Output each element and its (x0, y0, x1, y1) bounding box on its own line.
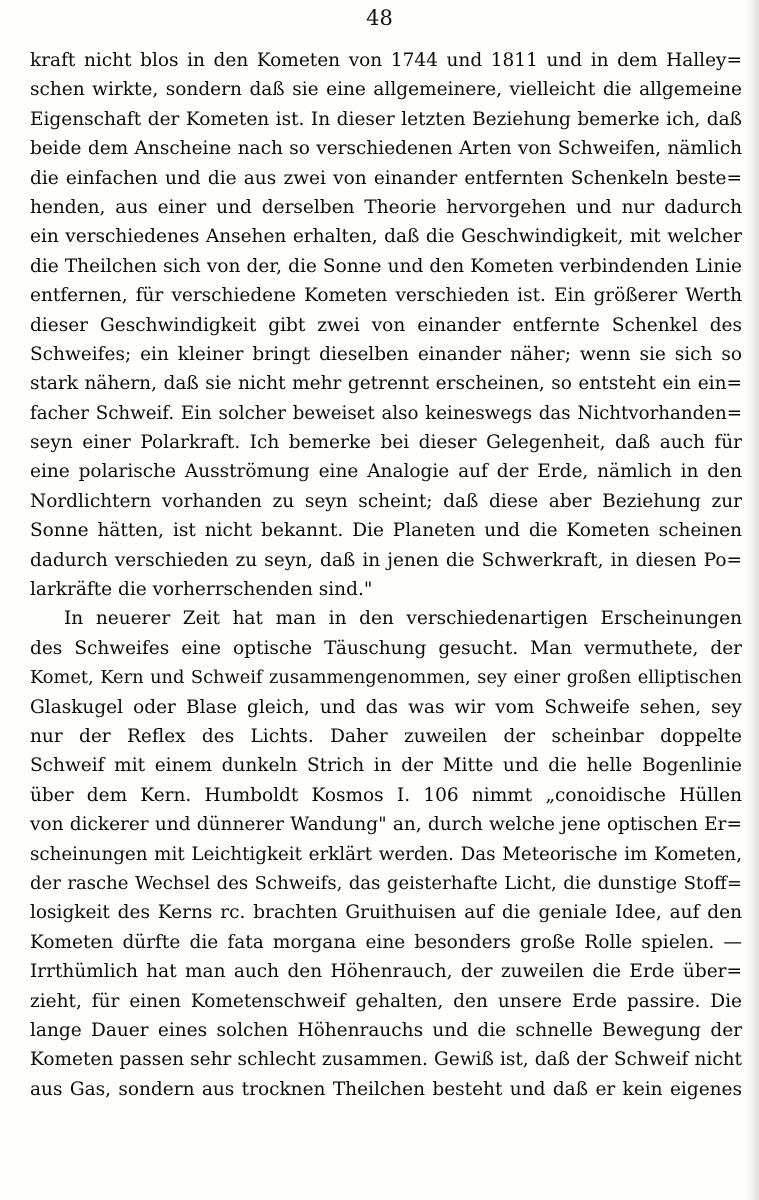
text-line: In neuerer Zeit hat man in den verschiedenartigen Erscheinungen (64, 608, 742, 630)
text-line: des Schweifes eine optische Täuschung gesucht. Man vermuthete, der (30, 637, 742, 659)
text-line: lange Dauer eines solchen Höhenrauchs und die schnelle Bewegung der (30, 1019, 742, 1041)
text-line: dadurch verschieden zu seyn, daß in jenen die Schwerkraft, in diesen Po= (30, 549, 742, 571)
text-line: Komet, Kern und Schweif zusammengenommen, sey einer großen elliptischen (30, 667, 742, 689)
text-line: beide dem Anscheine nach so verschiedenen Arten von Schweifen, nämlich (30, 138, 742, 160)
text-line: Kometen passen sehr schlecht zusammen. Gewiß ist, daß der Schweif nicht (30, 1049, 742, 1071)
text-line: scheinungen mit Leichtigkeit erklärt werden. Das Meteorische im Kometen, (30, 843, 742, 865)
text-line: losigkeit des Kerns rc. brachten Gruithuisen auf die geniale Idee, auf den (30, 902, 742, 924)
text-line: Eigenschaft der Kometen ist. In dieser letzten Beziehung bemerke ich, daß (30, 108, 742, 130)
text-line: entfernen, für verschiedene Kometen verschieden ist. Ein größerer Werth (30, 285, 742, 307)
text-line: henden, aus einer und derselben Theorie hervorgehen und nur dadurch (30, 196, 742, 218)
text-line: Glaskugel oder Blase gleich, und das was wir vom Schweife sehen, sey (30, 696, 742, 718)
text-line: Nordlichtern vorhanden zu seyn scheint; daß diese aber Beziehung zur (30, 490, 742, 512)
page-edge-shadow (745, 0, 759, 1200)
text-line: larkräfte die vorherrschenden sind." (30, 579, 373, 601)
text-line: seyn einer Polarkraft. Ich bemerke bei dieser Gelegenheit, daß auch für (30, 432, 742, 454)
text-line: zieht, für einen Kometenschweif gehalten, den unsere Erde passire. Die (30, 990, 742, 1012)
text-line: von dickerer und dünnerer Wandung" an, durch welche jene optischen Er= (30, 814, 742, 836)
text-line: eine polarische Ausströmung eine Analogie auf der Erde, nämlich in den (30, 461, 742, 483)
text-line: Schweifes; ein kleiner bringt dieselben einander näher; wenn sie sich so (30, 343, 742, 365)
text-line: aus Gas, sondern aus trocknen Theilchen besteht und daß er kein eigenes (30, 1078, 742, 1100)
text-line: der rasche Wechsel des Schweifs, das geisterhafte Licht, die dunstige Stoff= (30, 872, 742, 894)
text-line: Sonne hätten, ist nicht bekannt. Die Planeten und die Kometen scheinen (30, 520, 742, 542)
body-text (30, 46, 742, 1104)
text-line: Irrthümlich hat man auch den Höhenrauch, der zuweilen die Erde über= (30, 961, 742, 983)
text-line: die einfachen und die aus zwei von einander entfernten Schenkeln beste= (30, 167, 742, 189)
text-line: schen wirkte, sondern daß sie eine allgemeinere, vielleicht die allgemeine (30, 79, 742, 101)
text-line: Kometen dürfte die fata morgana eine besonders große Rolle spielen. — (30, 931, 742, 953)
text-line: über dem Kern. Humboldt Kosmos I. 106 nimmt „conoidische Hüllen (30, 784, 742, 806)
text-line: ein verschiedenes Ansehen erhalten, daß die Geschwindigkeit, mit welcher (30, 226, 742, 248)
text-line: stark nähern, daß sie nicht mehr getrennt erscheinen, so entsteht ein ein= (30, 373, 742, 395)
text-line: Schweif mit einem dunkeln Strich in der Mitte und die helle Bogenlinie (30, 755, 742, 777)
text-line: nur der Reflex des Lichts. Daher zuweilen der scheinbar doppelte (30, 725, 742, 747)
text-line: die Theilchen sich von der, die Sonne und den Kometen verbindenden Linie (30, 255, 742, 277)
text-line: kraft nicht blos in den Kometen von 1744 und 1811 und in dem Halley= (30, 50, 742, 71)
page-number: 48 (366, 6, 393, 30)
text-line: dieser Geschwindigkeit gibt zwei von einander entfernte Schenkel des (30, 314, 742, 336)
text-line: facher Schweif. Ein solcher beweiset also keineswegs das Nichtvorhanden= (30, 402, 742, 424)
